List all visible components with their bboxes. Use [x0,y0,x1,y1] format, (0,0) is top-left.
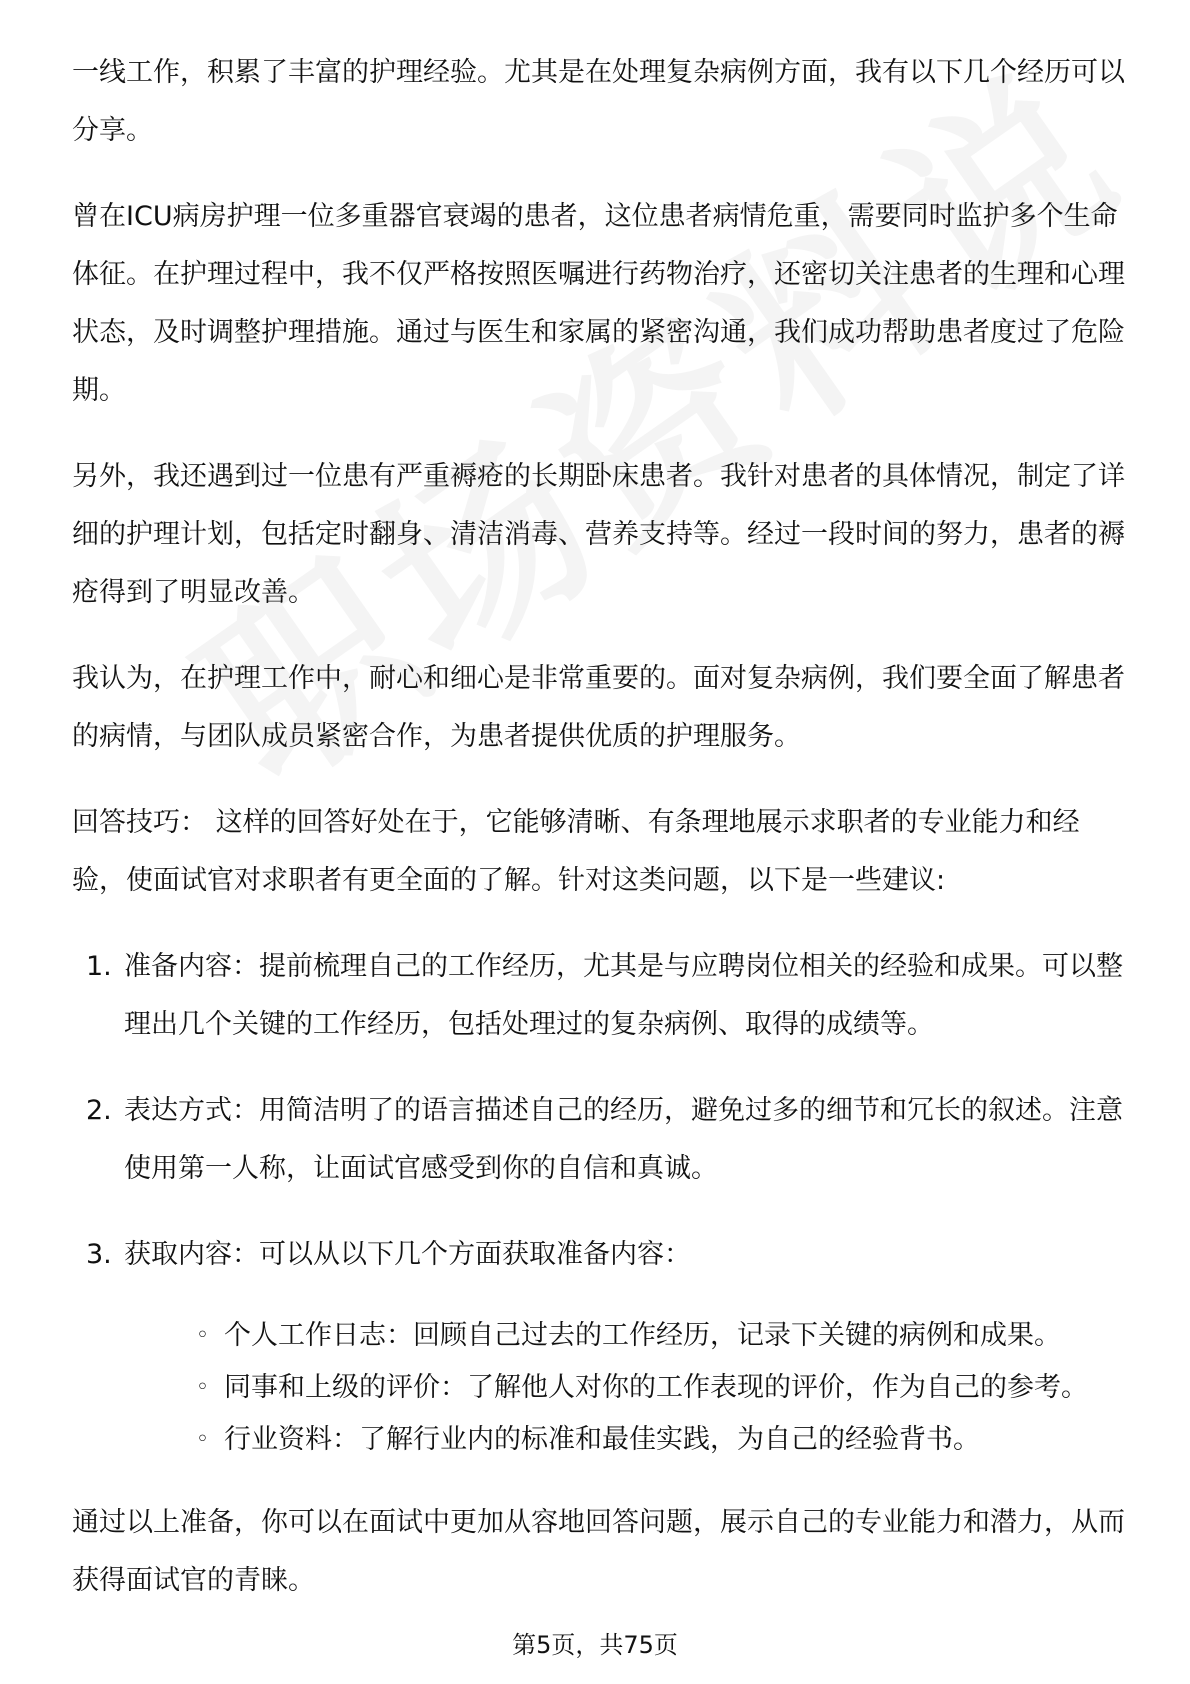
list-item [72,938,1132,1054]
document-body [72,44,1132,1638]
sub-list-item-text: 同事和上级的评价：了解他人对你的工作表现的评价，作为自己的参考。 [224,1372,1088,1403]
hollow-bullet-icon: ◦ [196,1323,209,1348]
sub-list-item [196,1310,1132,1362]
list-item-text: 表达方式：用简洁明了的语言描述自己的经历，避免过多的细节和冗长的叙述。注意使用第一人称，让面试官感受到你的自信和真诚。 [124,1095,1123,1184]
paragraph: 一线工作，积累了丰富的护理经验。尤其是在处理复杂病例方面，我有以下几个经历可以分享。 [72,57,1125,146]
sub-list-item [196,1414,1132,1466]
paragraph: 曾在ICU病房护理一位多重器官衰竭的患者，这位患者病情危重，需要同时监护多个生命体征。在护理过程中，我不仅严格按照医嘱进行药物治疗，还密切关注患者的生理和心理状态，及时调整护理措施。通过与医生和家属的紧密沟通，我们成功帮助患者度过了危险期。 [72,201,1125,406]
paragraph: 我认为，在护理工作中，耐心和细心是非常重要的。面对复杂病例，我们要全面了解患者的病情，与团队成员紧密合作，为患者提供优质的护理服务。 [72,663,1125,752]
list-item [72,1226,1132,1466]
hollow-bullet-icon: ◦ [196,1427,209,1452]
list-item-text: 准备内容：提前梳理自己的工作经历，尤其是与应聘岗位相关的经验和成果。可以整理出几个关键的工作经历，包括处理过的复杂病例、取得的成绩等。 [124,951,1123,1040]
numbered-list [72,938,1132,1466]
bullet-sub-list [124,1284,1132,1466]
answer-tips-paragraph: 回答技巧： 这样的回答好处在于，它能够清晰、有条理地展示求职者的专业能力和经验，使面试官对求职者有更全面的了解。针对这类问题，以下是一些建议: [72,807,1080,896]
list-number: 3. [86,1239,112,1270]
paragraph: 另外，我还遇到过一位患有严重褥疮的长期卧床患者。我针对患者的具体情况，制定了详细的护理计划，包括定时翻身、清洁消毒、营养支持等。经过一段时间的努力，患者的褥疮得到了明显改善。 [72,461,1125,608]
list-number: 1. [86,951,112,982]
list-number: 2. [86,1095,112,1126]
list-item [72,1082,1132,1198]
list-item-text: 获取内容：可以从以下几个方面获取准备内容： [124,1239,691,1270]
hollow-bullet-icon: ◦ [196,1375,209,1400]
sub-list-item-text: 行业资料：了解行业内的标准和最佳实践，为自己的经验背书。 [224,1424,980,1455]
closing-paragraph: 通过以上准备，你可以在面试中更加从容地回答问题，展示自己的专业能力和潜力，从而获得面试官的青睐。 [72,1507,1125,1596]
sub-list-item [196,1362,1132,1414]
page-number-footer: 第5页，共75页 [512,1631,678,1659]
sub-list-item-text: 个人工作日志：回顾自己过去的工作经历，记录下关键的病例和成果。 [224,1320,1061,1351]
